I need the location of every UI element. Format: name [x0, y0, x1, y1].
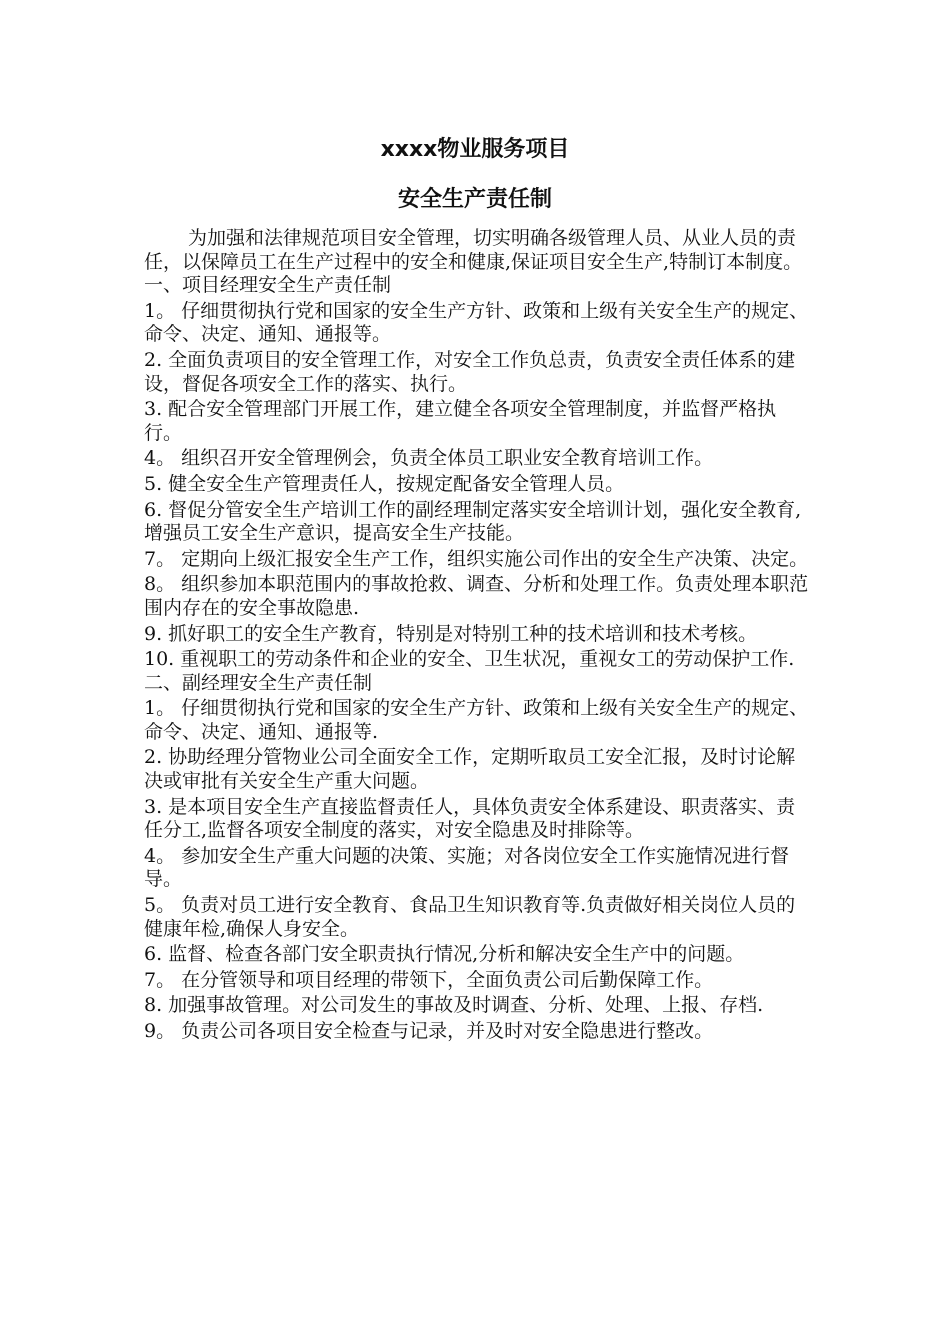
list-item: 5. 健全安全生产管理责任人，按规定配备安全管理人员。: [144, 472, 625, 495]
list-item: 3. 是本项目安全生产直接监督责任人，具体负责安全体系建设、职责落实、责任分工,监督各项安全制度的落实，对安全隐患及时排除等。: [144, 795, 796, 842]
list-item: 10. 重视职工的劳动条件和企业的安全、卫生状况，重视女工的劳动保护工作.: [144, 648, 795, 671]
section-heading: 一、项目经理安全生产责任制: [144, 274, 392, 297]
list-item: 8. 加强事故管理。对公司发生的事故及时调查、分析、处理、上报、存档.: [144, 994, 764, 1017]
list-item: 3. 配合安全管理部门开展工作，建立健全各项安全管理制度，并监督严格执行。: [144, 398, 777, 444]
section-heading: 二、副经理安全生产责任制: [144, 671, 373, 694]
list-item: 1。 仔细贯彻执行党和国家的安全生产方针、政策和上级有关安全生产的规定、命令、决定、通知、通报等.: [144, 697, 809, 743]
list-item: 7。 定期向上级汇报安全生产工作，组织实施公司作出的安全生产决策、决定。: [144, 547, 809, 570]
intro-paragraph: 为加强和法律规范项目安全管理，切实明确各级管理人员、从业人员的责任，以保障员工在生产过程中的安全和健康,保证项目安全生产,特制订本制度。: [144, 227, 803, 273]
list-item: 2. 全面负责项目的安全管理工作，对安全工作负总责，负责安全责任体系的建设，督促各项安全工作的落实、执行。: [144, 348, 796, 395]
list-item: 8。 组织参加本职范围内的事故抢救、调查、分析和处理工作。负责处理本职范围内存在的安全事故隐患.: [144, 573, 809, 619]
list-item: 7。 在分管领导和项目经理的带领下，全面负责公司后勤保障工作。: [144, 968, 714, 991]
list-item: 2. 协助经理分管物业公司全面安全工作，定期听取员工安全汇报，及时讨论解决或审批有关安全生产重大问题。: [144, 746, 796, 793]
list-item: 9。 负责公司各项目安全检查与记录，并及时对安全隐患进行整改。: [144, 1020, 714, 1042]
list-item: 6. 督促分管安全生产培训工作的副经理制定落实安全培训计划，强化安全教育,增强员工安全生产意识，提高安全生产技能。: [144, 498, 802, 545]
list-item: 4。 组织召开安全管理例会，负责全体员工职业安全教育培训工作。: [144, 447, 714, 470]
list-item: 4。 参加安全生产重大问题的决策、实施；对各岗位安全工作实施情况进行督导。: [144, 844, 790, 891]
list-item: 5。 负责对员工进行安全教育、食品卫生知识教育等.负责做好相关岗位人员的健康年检,确保人身安全。: [144, 894, 796, 940]
document-body: [144, 227, 812, 1044]
list-item: 6. 监督、检查各部门安全职责执行情况,分析和解决安全生产中的问题。: [144, 943, 745, 966]
document-title: xxxx物业服务项目: [380, 137, 570, 162]
list-item: 1。 仔细贯彻执行党和国家的安全生产方针、政策和上级有关安全生产的规定、命令、决定、通知、通报等。: [144, 299, 809, 346]
list-item: 9. 抓好职工的安全生产教育，特别是对特别工种的技术培训和技术考核。: [144, 622, 758, 645]
document-subtitle: 安全生产责任制: [397, 187, 552, 212]
